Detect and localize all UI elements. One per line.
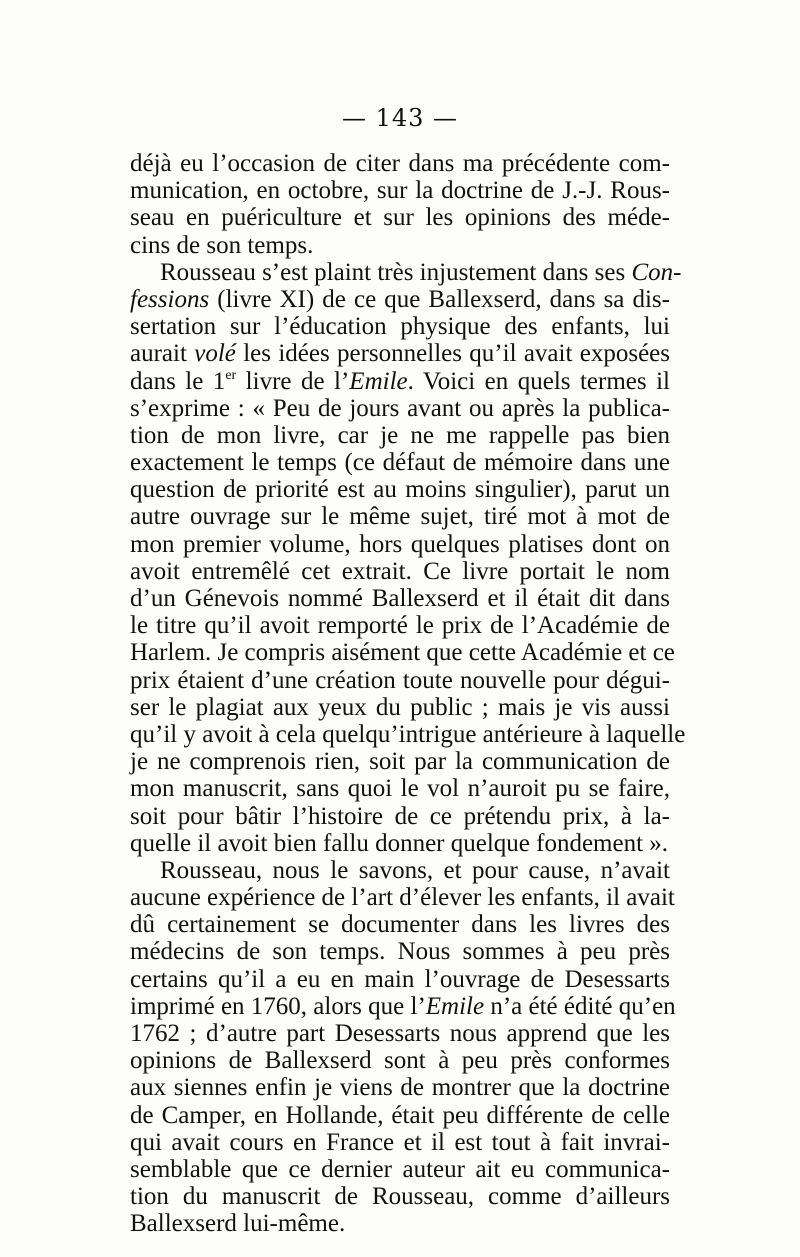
text-segment: qu’il y avoit à cela quelqu’intrigue antérieure à laquelle (130, 720, 686, 748)
text-segment: aurait (130, 340, 195, 368)
text-line (130, 1020, 670, 1047)
text-line (130, 449, 670, 476)
text-segment: mon premier volume, hors quelques platises dont on (130, 530, 670, 558)
italic-text: Emile (349, 367, 408, 395)
text-segment: Rousseau, nous le savons, et pour cause, n’avait (160, 856, 670, 884)
text-line (130, 150, 670, 177)
text-line (130, 775, 670, 802)
text-line (130, 1047, 670, 1074)
text-line (130, 966, 670, 993)
text-segment: n’a été édité qu’en (484, 992, 676, 1020)
text-line (130, 667, 670, 694)
text-segment: le titre qu’il avoit remporté le prix de l’Académie de (130, 612, 670, 640)
text-line (130, 992, 676, 1020)
text-segment: 1762 ; d’autre part Desessarts nous apprend que les (130, 1020, 670, 1047)
page-number: — 143 — (341, 104, 459, 132)
text-line (130, 830, 670, 857)
text-segment: aucune expérience de l’art d’élever les enfants, il avait (130, 884, 675, 912)
paragraph (130, 856, 676, 1238)
text-line (130, 177, 670, 204)
text-segment: quelle il avoit bien fallu donner quelque fondement ». (130, 829, 669, 857)
italic-text: fessions (130, 285, 210, 313)
text-line (130, 1210, 670, 1237)
text-segment: seau en puériculture et sur les opinions des méde- (130, 204, 670, 232)
text-line (130, 911, 670, 938)
text-segment: dû certainement se documenter dans les livres des (130, 911, 670, 939)
text-line (130, 232, 670, 259)
text-line (130, 612, 670, 639)
text-line (130, 340, 670, 367)
italic-text: Con- (631, 258, 682, 286)
text-segment: s’exprime : « Peu de jours avant ou après la publica- (130, 394, 670, 422)
text-segment: prix étaient d’une création toute nouvelle pour dégui- (130, 666, 670, 694)
text-segment: (livre XI) de ce que Ballexserd, dans sa dis- (209, 285, 670, 313)
body-text (130, 150, 686, 1238)
text-segment: dans le 1 (130, 367, 226, 395)
text-segment: cins de son temps. (130, 231, 314, 259)
text-segment: Rousseau s’est plaint très injustement dans ses (160, 258, 632, 286)
text-segment: . Voici en quels termes il (407, 367, 670, 395)
text-segment: médecins de son temps. Nous sommes à peu près (130, 938, 670, 966)
italic-text: volé (194, 340, 236, 368)
text-line (130, 558, 670, 585)
superscript-text: er (225, 367, 237, 383)
paragraph (130, 150, 670, 259)
text-segment: certains qu’il a eu en main l’ouvrage de Desessarts (130, 965, 670, 993)
text-line (130, 1129, 670, 1156)
text-line (130, 938, 670, 965)
text-segment: opinions de Ballexserd sont à peu près conformes (130, 1047, 670, 1075)
text-line (130, 395, 670, 422)
text-line (130, 258, 682, 286)
text-segment: de Camper, en Hollande, était peu différente de celle (130, 1101, 670, 1129)
text-segment: avoit entremêlé cet extrait. Ce livre portait le nom (130, 557, 670, 585)
text-segment: munication, en octobre, sur la doctrine de J.-J. Rous- (130, 177, 670, 205)
text-line (130, 720, 686, 748)
text-segment: ser le plagiat aux yeux du public ; mais je vis aussi (130, 693, 670, 721)
text-line (130, 503, 670, 530)
text-segment: qui avait cours en France et il est tout à fait invrai- (130, 1128, 670, 1156)
text-line (130, 531, 670, 558)
text-line (130, 639, 675, 667)
text-line (130, 476, 670, 503)
text-segment: mon manuscrit, sans quoi le vol n’auroit pu se faire, (130, 775, 670, 803)
paragraph (130, 258, 686, 857)
text-segment: Ballexserd lui-même. (130, 1210, 346, 1238)
text-segment: exactement le temps (ce défaut de mémoire dans une (130, 449, 670, 477)
text-line (130, 368, 670, 395)
text-segment: d’un Génevois nommé Ballexserd et il était dit dans (130, 585, 670, 612)
text-line (130, 857, 670, 884)
text-line (130, 286, 670, 313)
text-segment: Harlem. Je compris aisément que cette Académie et ce (130, 639, 675, 667)
text-segment: tion du manuscrit de Rousseau, comme d’ailleurs (130, 1183, 670, 1211)
text-line (130, 313, 670, 340)
text-segment: semblable que ce dernier auteur ait eu communica- (130, 1155, 670, 1183)
text-segment: aux siennes enfin je viens de montrer que la doctrine (130, 1074, 670, 1102)
text-segment: question de priorité est au moins singulier), parut un (130, 476, 670, 504)
text-segment: soit pour bâtir l’histoire de ce prétendu prix, à la- (130, 802, 670, 830)
text-segment: déjà eu l’occasion de citer dans ma précédente com- (130, 150, 670, 177)
text-line (130, 204, 670, 231)
text-segment: livre de l’ (236, 367, 350, 395)
text-segment: autre ouvrage sur le même sujet, tiré mot à mot de (130, 503, 670, 531)
text-segment: sertation sur l’éducation physique des enfants, lui (130, 313, 670, 341)
text-line (130, 694, 670, 721)
text-segment: tion de mon livre, car je ne me rappelle pas bien (130, 421, 670, 449)
italic-text: Emile (425, 992, 485, 1020)
text-segment: les idées personnelles qu’il avait exposées (235, 340, 670, 368)
text-line (130, 1074, 670, 1101)
text-line (130, 803, 670, 830)
text-line (130, 585, 670, 612)
text-line (130, 1156, 670, 1183)
text-line (130, 1183, 670, 1210)
text-line (130, 748, 670, 775)
text-line (130, 1102, 670, 1129)
text-segment: imprimé en 1760, alors que l’ (130, 992, 426, 1020)
text-line (130, 884, 675, 912)
text-segment: je ne comprenois rien, soit par la communication de (130, 748, 670, 776)
text-line (130, 422, 670, 449)
